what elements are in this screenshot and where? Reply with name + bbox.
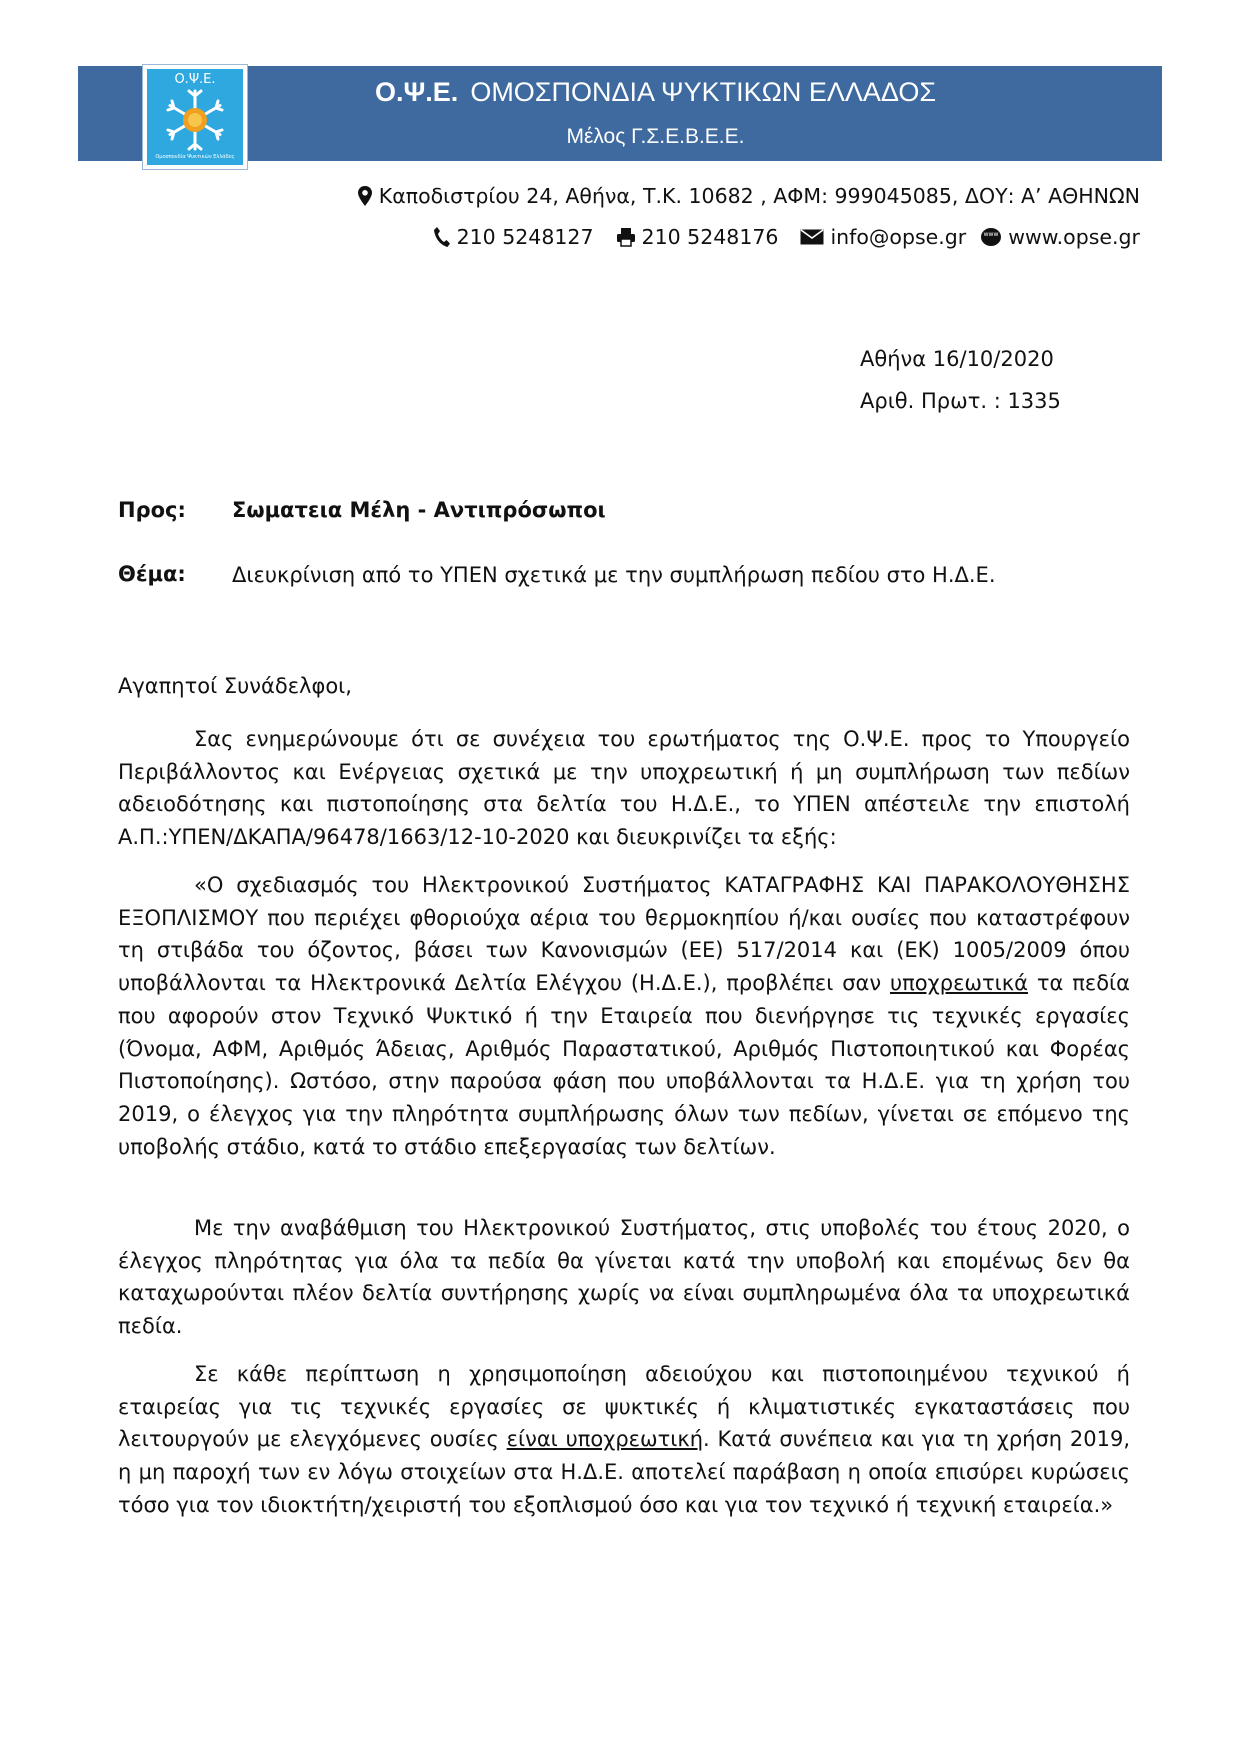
- svg-text:www: www: [983, 231, 999, 238]
- organization-abbreviation: Ο.Ψ.Ε.: [374, 77, 459, 107]
- web-globe-icon: [980, 227, 1002, 247]
- phone-number: 210 5248127: [456, 225, 594, 249]
- email-link[interactable]: info@opse.gr: [830, 225, 967, 249]
- logo-title: Ο.Ψ.Ε.: [174, 72, 216, 87]
- contact-line: [433, 225, 1140, 249]
- fax-number: 210 5248176: [641, 225, 779, 249]
- paragraph-quote-design-part-b: τα πεδία που αφορούν στον Τεχνικό Ψυκτικό ή την Εταιρεία που διενήργησε τις τεχνικές εργασίες (Όνομα, ΑΦΜ, Αριθμός Άδειας, Αριθμός Παραστατικού, Αριθμός Πιστοποιητικού και Φορέας Πιστοποίησης). Ωστόσο, στην παρούσα φάση που υποβάλλονται τα Η.Δ.Ε. για τη χρήση του 2019, ο έλεγχος για την πληρότητα συμπλήρωσης όλων των πεδίων, γίνεται σε επόμενο της υποβολής στάδιο, κατά το στάδιο επεξεργασίας των δελτίων.: [118, 971, 1130, 1159]
- underlined-mandatory: υποχρεωτικά: [889, 971, 1028, 996]
- letter-date: Αθήνα 16/10/2020: [860, 347, 1054, 371]
- paragraph-upgrade: Με την αναβάθμιση του Ηλεκτρονικού Συστήματος, στις υποβολές του έτους 2020, ο έλεγχος πληρότητας για όλα τα πεδία θα γίνεται κατά την υποβολή και επομένως δεν θα καταχωρούνται πλέον δελτία συντήρησης χωρίς να είναι συμπληρωμένα όλα τα υποχρεωτικά πεδία.: [118, 1216, 1130, 1339]
- paragraph-quote-design-part-a: «Ο σχεδιασμός του Ηλεκτρονικού Συστήματος ΚΑΤΑΓΡΑΦΗΣ ΚΑΙ ΠΑΡΑΚΟΛΟΥΘΗΣΗΣ ΕΞΟΠΛΙΣΜΟΥ που περιέχει φθοριούχα αέρια του θερμοκηπίου ή/και ουσίες που καταστρέφουν τη στιβάδα του όζοντος, βάσει των Κανονισμών (ΕΕ) 517/2014 και (ΕΚ) 1005/2009 όπου υποβάλλονται τα Ηλεκτρονικά Δελτία Ελέγχου (Η.Δ.Ε.), προβλέπει σαν: [118, 873, 1130, 996]
- subject-value: Διευκρίνιση από το ΥΠΕΝ σχετικά με την συμπλήρωση πεδίου στο Η.Δ.Ε.: [232, 563, 996, 587]
- paragraph-intro: Σας ενημερώνουμε ότι σε συνέχεια του ερωτήματος της Ο.Ψ.Ε. προς το Υπουργείο Περιβάλλοντος και Ενέργειας σχετικά με την υποχρεωτική ή μη συμπλήρωση των πεδίων αδειοδότησης και πιστοποίησης στα δελτία του Η.Δ.Ε., το ΥΠΕΝ απέστειλε την επιστολή Α.Π.:ΥΠΕΝ/ΔΚΑΠΑ/96478/1663/12-10-2020 και διευκρινίζει τα εξής:: [118, 727, 1130, 850]
- envelope-icon: [800, 229, 824, 245]
- organization-title: [0, 77, 1241, 108]
- paragraph-obligation-part-b: . Κατά συνέπεια και για τη χρήση 2019, η μη παροχή των εν λόγω στοιχείων στα Η.Δ.Ε. αποτελεί παράβαση η οποία επισύρει κυρώσεις τόσο για τον ιδιοκτήτη/χειριστή του εξοπλισμού όσο και για τον τεχνικό ή τεχνική εταιρεία.»: [118, 1427, 1130, 1517]
- recipient-value: Σωματεια Μέλη - Αντιπρόσωποι: [232, 498, 606, 522]
- paragraph-obligation-part-a: Σε κάθε περίπτωση η χρησιμοποίηση αδειούχου και πιστοποιημένου τεχνικού ή εταιρείας για τις τεχνικές εργασίες σε ψυκτικές ή κλιματιστικές εγκαταστάσεις που λειτουργούν με ελεγχόμενες ουσίες: [118, 1362, 1130, 1452]
- fax-printer-icon: [616, 227, 636, 247]
- logo-caption: Ομοσπονδία Ψυκτικών Ελλάδος: [155, 154, 235, 160]
- salutation: Αγαπητοί Συνάδελφοι,: [118, 674, 352, 698]
- address-text: Καποδιστρίου 24, Αθήνα, Τ.Κ. 10682 , ΑΦΜ: 999045085, ΔΟΥ: Α’ ΑΘΗΝΩΝ: [378, 184, 1140, 208]
- phone-icon: [433, 226, 451, 248]
- paragraph-obligation: [118, 1358, 1130, 1522]
- map-pin-icon: [357, 185, 373, 207]
- subject-label: Θέμα:: [118, 562, 186, 586]
- organization-membership: Μέλος Γ.Σ.Ε.Β.Ε.Ε.: [566, 125, 745, 148]
- recipient-label: Προς:: [118, 498, 186, 522]
- organization-name: ΟΜΟΣΠΟΝΔΙΑ ΨΥΚΤΙΚΩΝ ΕΛΛΑΔΟΣ: [470, 77, 937, 107]
- underlined-is-mandatory: είναι υποχρεωτική: [506, 1427, 704, 1452]
- address-line: [357, 184, 1140, 208]
- protocol-number: Αριθ. Πρωτ. : 1335: [860, 389, 1061, 413]
- website-link[interactable]: www.opse.gr: [1008, 225, 1140, 249]
- paragraph-quote-design: [118, 869, 1130, 1163]
